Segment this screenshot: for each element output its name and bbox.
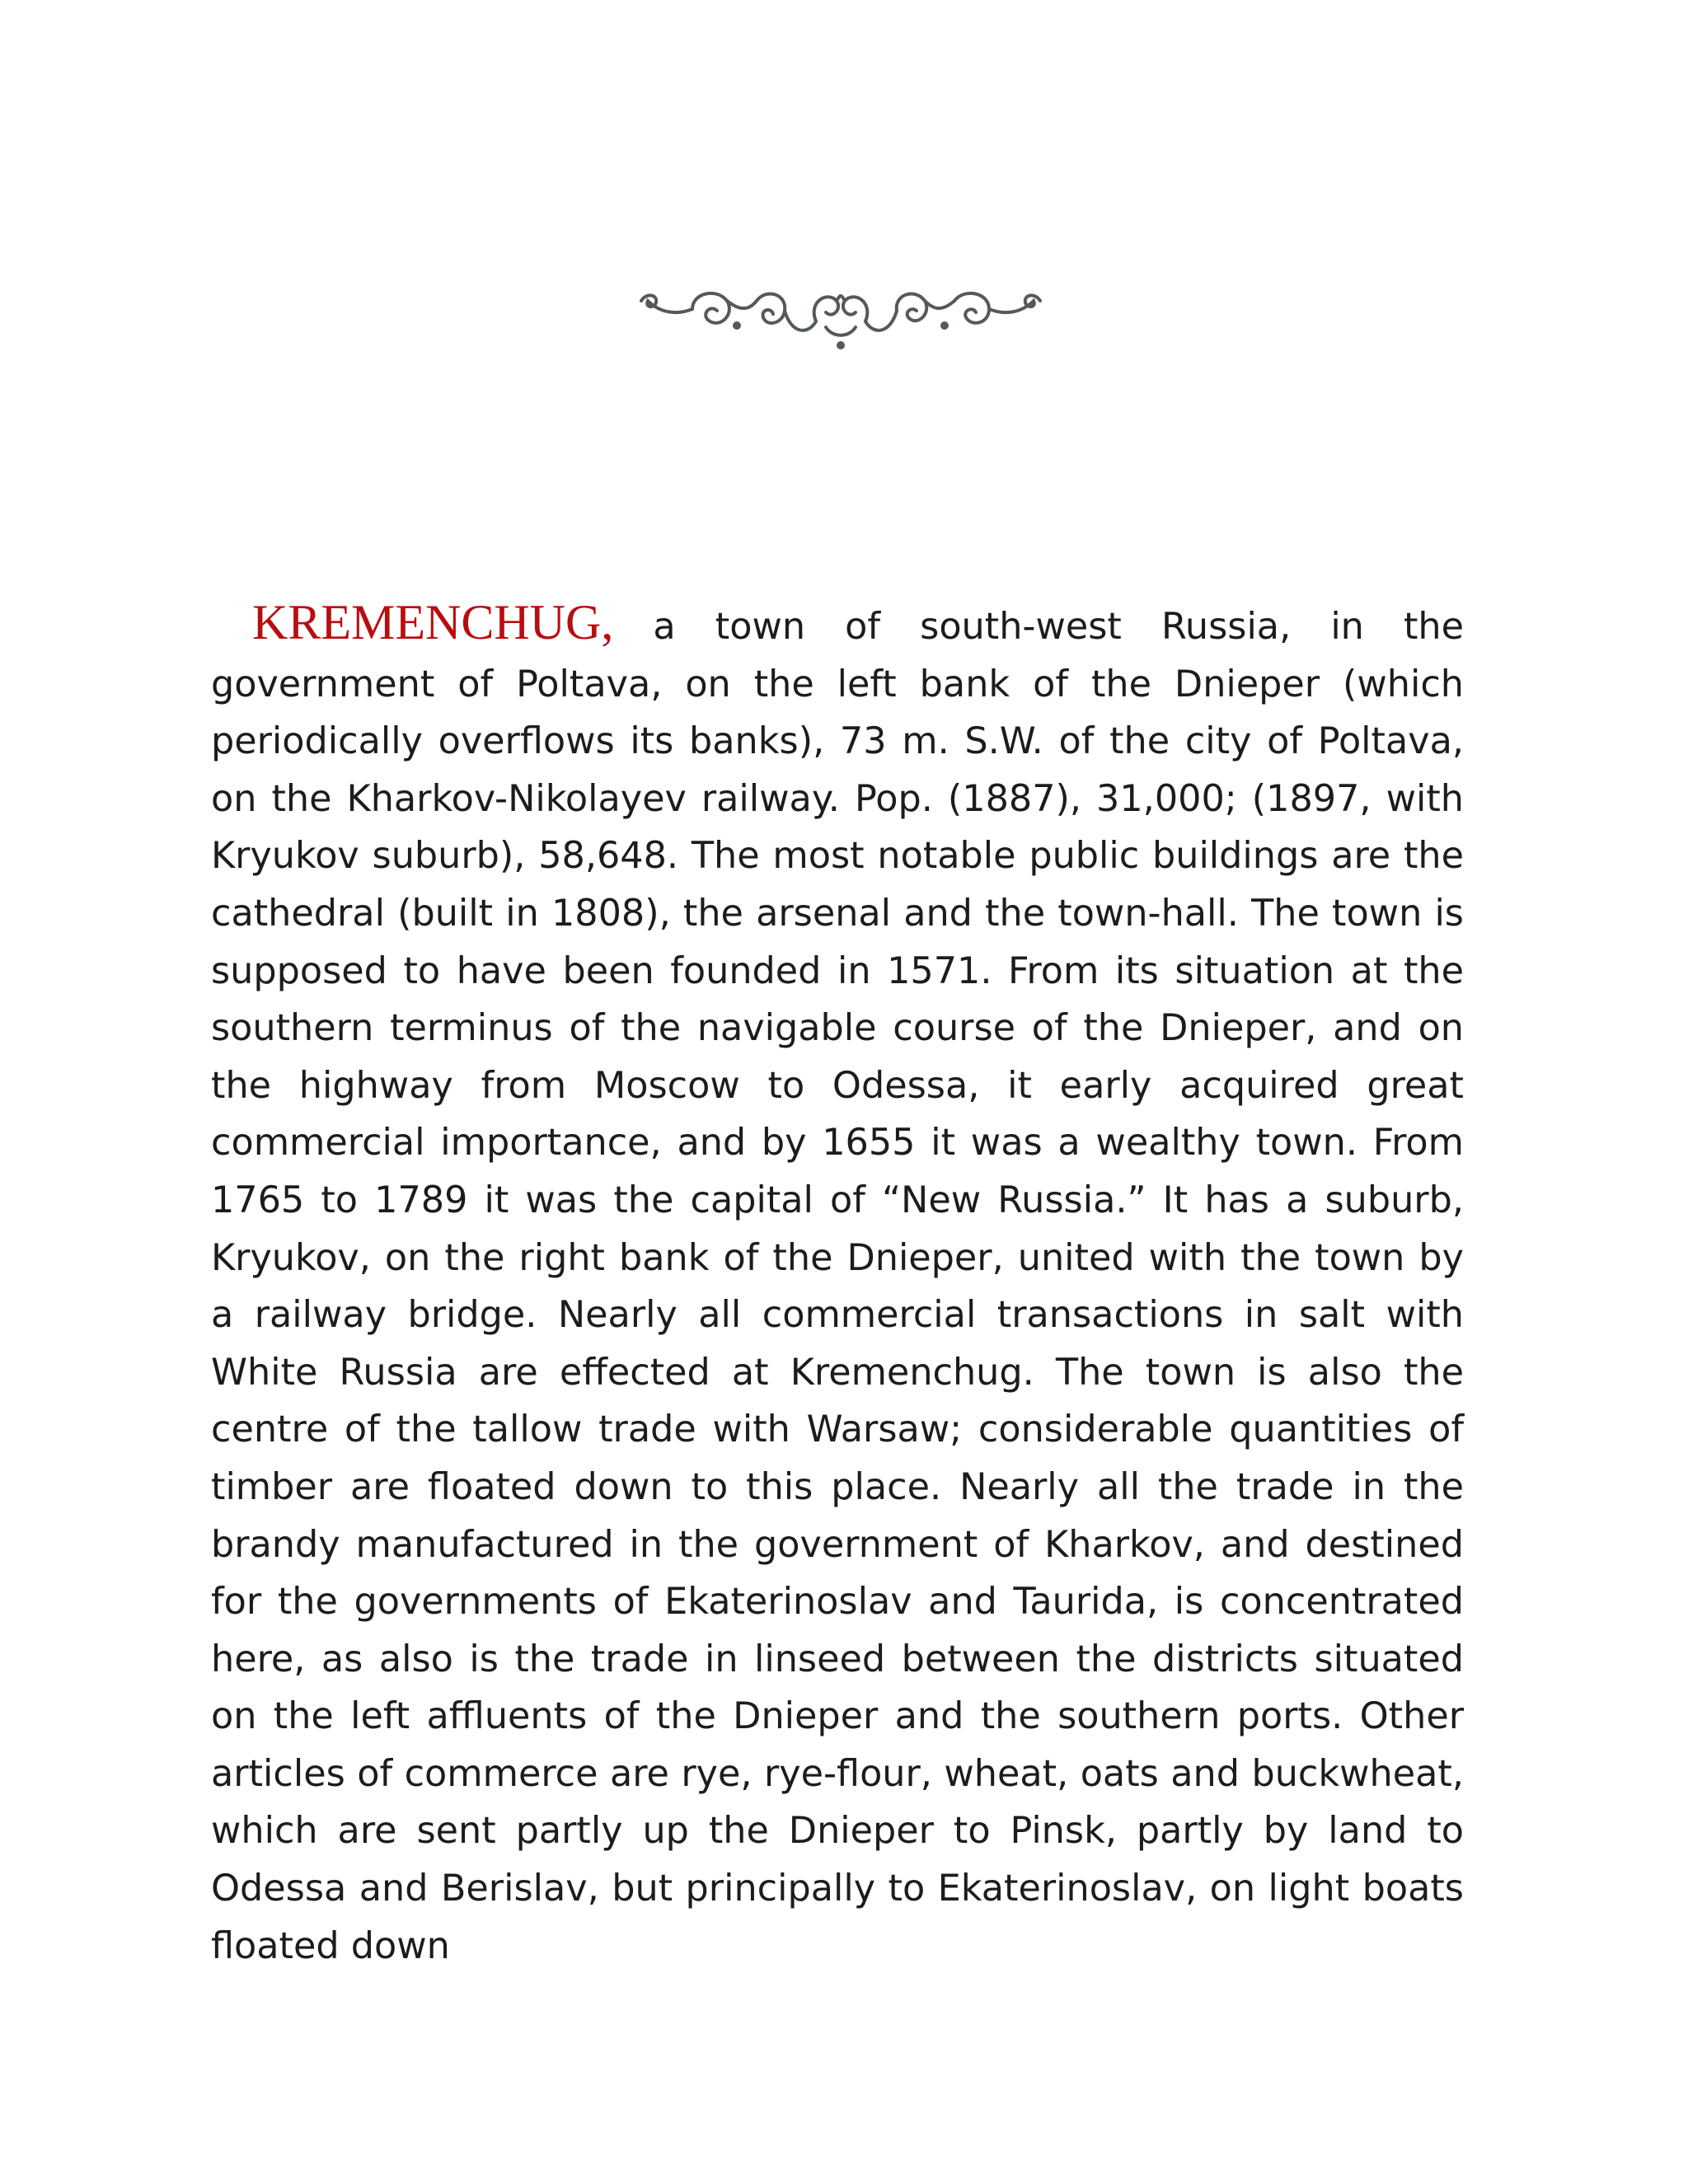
article-headword: KREMENCHUG, xyxy=(252,595,614,649)
article-paragraph xyxy=(211,595,1464,1975)
article-body: a town of south-west Russia, in the government of Poltava, on the left bank of the Dnieper (which periodically overflows its banks), 73 m. S.W. of the city of Poltava, on the Kharkov-Nikolayev railway. Pop. (1887), 31,000; (1897, with Kryukov suburb), 58,648. The most notable public buildings are the cathedral (built in 1808), the arsenal and the town-hall. The town is supposed to have been founded in 1571. From its situation at the southern terminus of the navigable course of the Dnieper, and on the highway from Moscow to Odessa, it early acquired great commercial importance, and by 1655 it was a wealthy town. From 1765 to 1789 it was the capital of “New Russia.” It has a suburb, Kryukov, on the right bank of the Dnieper, united with the town by a railway bridge. Nearly all commercial transactions in salt with White Russia are effected at Kremenchug. The town is also the centre of the tallow trade with Warsaw; considerable quantities of timber are floated down to this place. Nearly all the trade in the brandy manufactured in the government of Kharkov, and destined for the governments of Ekaterinoslav and Taurida, is concentrated here, as also is the trade in linseed between the districts situated on the left affluents of the Dnieper and the southern ports. Other articles of commerce are rye, rye-flour, wheat, oats and buckwheat, which are sent partly up the Dnieper to Pinsk, partly by land to Odessa and Berislav, but principally to Ekaterinoslav, on light boats floated down xyxy=(211,606,1464,1967)
scroll-flourish-ornament-icon xyxy=(635,276,1047,359)
